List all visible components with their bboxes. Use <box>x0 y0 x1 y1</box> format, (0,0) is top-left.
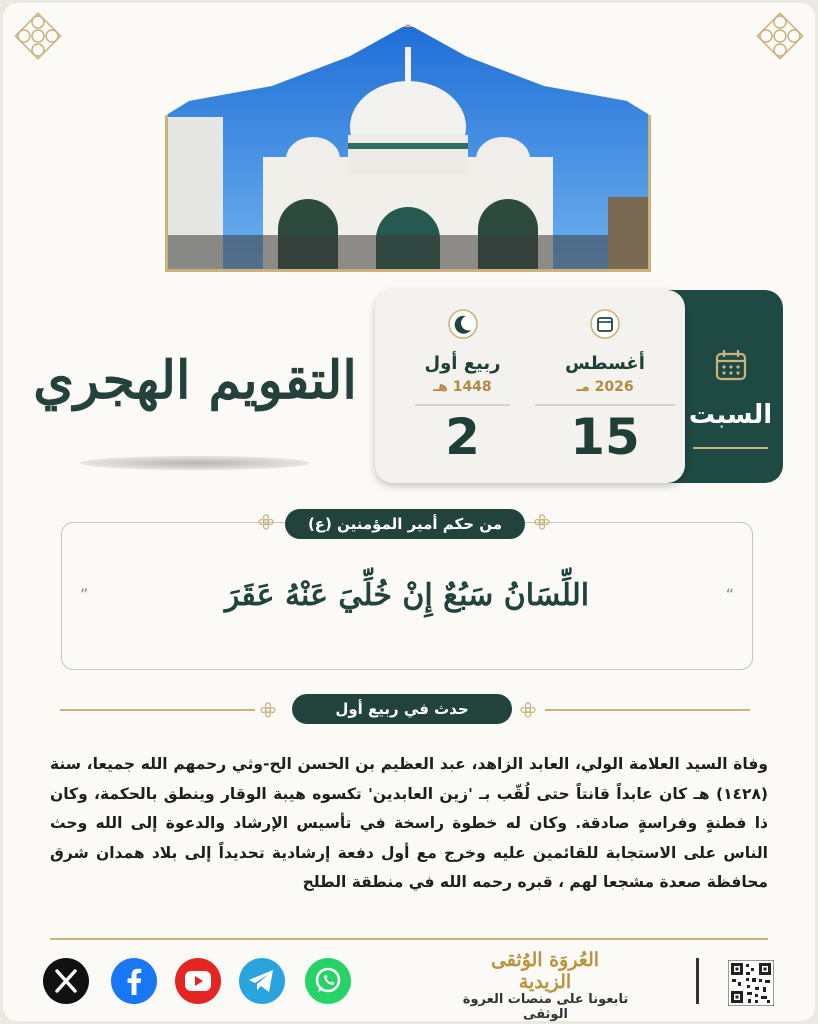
telegram-icon[interactable] <box>238 957 286 1005</box>
day-name: السبت <box>688 400 773 430</box>
footer-divider <box>50 938 768 940</box>
hijri-day: 2 <box>445 408 480 466</box>
hijri-divider <box>415 404 510 406</box>
event-description: وفاة السيد العلامة الولي، العابد الزاهد، عبد العظيم بن الحسن الح-وثي رحمهم الله جميعا، سنة (١٤٢٨) هـ كان عابداً قانتاً حتى لُقّب بـ 'زين العابدين' تكسوه هيبة الوقار وينطق بالحكمة، وكان ذا فطنةٍ وفراسةٍ صادقة. وكان له خطوة راسخة في تأسيس الإرشاد والدعوة إلى الله وحث الناس على الاستجابة للقائمين عليه وخرج مع أول دفعة إرشادية تحديداً إلى بلاد همدان شرق محافظة صعدة مشجعا لهم ، قبره رحمه الله في منطقة الطلح <box>50 755 768 891</box>
calendar-title-text: التقويم الهجري <box>33 350 357 411</box>
facebook-icon[interactable] <box>110 957 158 1005</box>
date-card <box>375 290 783 483</box>
quote-text: اللِّسَانُ سَبُعٌ إِنْ خُلِّيَ عَنْهُ عَقَرَ <box>224 578 590 613</box>
corner-ornament-icon <box>752 8 808 64</box>
quote-label: من حكم أمير المؤمنين (ع) <box>285 509 525 539</box>
quote-box <box>61 522 753 670</box>
event-label: حدث في ربيع أول <box>292 694 512 724</box>
quote-open-mark: “ <box>725 585 734 604</box>
dates-panel <box>375 290 685 483</box>
hijri-month: ربيع أول <box>424 353 501 374</box>
flower-ornament-icon <box>258 514 274 530</box>
follow-text: تابعونا على منصات العروة الوثقى <box>462 992 629 1022</box>
calendar-icon <box>714 348 748 382</box>
qr-code-icon[interactable] <box>728 960 774 1006</box>
gregorian-day: 15 <box>570 408 640 466</box>
footer-separator <box>696 958 699 1004</box>
quote-close-mark: ” <box>80 585 89 604</box>
gregorian-month: أغسطس <box>565 353 645 374</box>
brand-logo-text: العُروَة الوُثقى الزيدية <box>490 949 600 993</box>
whatsapp-icon[interactable] <box>304 957 352 1005</box>
calendar-title <box>30 316 360 446</box>
event-divider-right <box>545 709 750 711</box>
gregorian-divider <box>535 404 675 406</box>
youtube-icon[interactable] <box>174 957 222 1005</box>
corner-ornament-icon <box>10 8 66 64</box>
calendar-badge-icon <box>589 308 621 340</box>
x-icon[interactable] <box>42 957 90 1005</box>
event-divider-left <box>60 709 255 711</box>
flower-ornament-icon <box>534 514 550 530</box>
flower-ornament-icon <box>260 702 276 718</box>
gregorian-year: 2026 مـ <box>576 379 634 395</box>
hijri-year: 1448 هـ <box>433 379 492 395</box>
day-divider <box>693 447 768 449</box>
flower-ornament-icon <box>520 702 536 718</box>
crescent-icon <box>447 308 479 340</box>
title-shadow <box>80 456 310 470</box>
